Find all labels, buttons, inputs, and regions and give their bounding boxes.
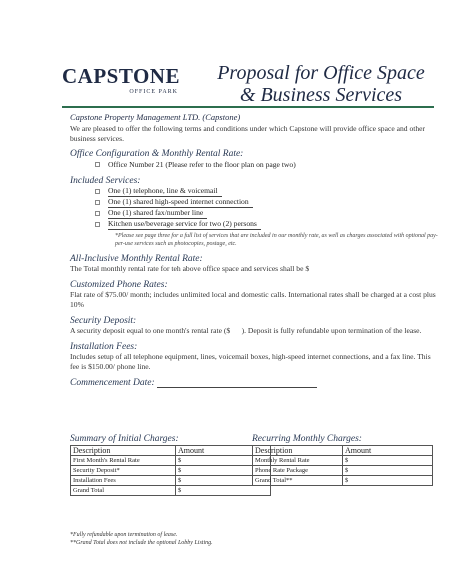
col-description: Description: [71, 446, 176, 456]
initial-charges-table: [70, 445, 271, 496]
office-config-text: Office Number 21 (Please refer to the floor plan on page two): [108, 159, 296, 169]
title-line-1: Proposal for Office Space: [217, 62, 425, 84]
commencement-date-field[interactable]: [157, 387, 317, 388]
footnote-2: **Grand Total does not include the optional Lobby Listing.: [70, 540, 213, 546]
col-description: Description: [253, 446, 343, 456]
row-amount[interactable]: $: [176, 476, 271, 486]
commencement-heading: [70, 378, 440, 388]
all-inclusive-heading: All-Inclusive Monthly Rental Rate:: [70, 254, 203, 264]
row-amount[interactable]: $: [343, 476, 433, 486]
initial-charges-section: [70, 434, 271, 496]
table-row: [253, 466, 433, 476]
checkbox-icon[interactable]: [95, 222, 100, 227]
col-amount: Amount: [176, 446, 271, 456]
intro-paragraph: We are pleased to offer the following terms and conditions under which Capstone will provide office space and other business services.: [70, 124, 426, 143]
row-amount[interactable]: $: [343, 456, 433, 466]
checkbox-icon[interactable]: [95, 162, 100, 167]
installation-heading: Installation Fees:: [70, 342, 138, 352]
office-config-item: [95, 159, 440, 170]
phone-rates-text: Flat rate of $75.00/ month; includes unlimited local and domestic calls. International rates shall be charged at a cost plus 10%: [70, 290, 436, 309]
title-line-2: & Business Services: [239, 84, 403, 106]
page-title: [196, 62, 446, 106]
included-service-item: [95, 219, 440, 230]
included-service-text: One (1) shared fax/number line: [108, 208, 207, 219]
row-description: Installation Fees: [71, 476, 176, 486]
phone-rates-heading: Customized Phone Rates:: [70, 280, 168, 290]
row-amount[interactable]: $: [343, 466, 433, 476]
recurring-charges-title: Recurring Monthly Charges:: [252, 434, 362, 444]
included-services-heading: Included Services:: [70, 176, 141, 186]
commencement-label: Commencement Date:: [70, 378, 155, 388]
table-row: [253, 476, 433, 486]
table-row: [71, 486, 271, 496]
col-amount: Amount: [343, 446, 433, 456]
proposal-body: [70, 112, 440, 388]
included-service-text: One (1) shared high-speed internet connection: [108, 197, 253, 208]
table-header-row: [253, 446, 433, 456]
row-description: Security Deposit*: [71, 466, 176, 476]
security-text-b: ). Deposit is fully refundable upon termination of the lease.: [241, 326, 422, 335]
security-deposit-text: [70, 326, 440, 336]
table-row: [253, 456, 433, 466]
included-service-item: [95, 186, 440, 197]
office-config-heading: Office Configuration & Monthly Rental Rate:: [70, 149, 244, 159]
header-divider: [62, 106, 434, 108]
footnote-1: *Fully refundable upon termination of lease.: [70, 532, 178, 538]
checkbox-icon[interactable]: [95, 189, 100, 194]
security-deposit-heading: Security Deposit:: [70, 316, 137, 326]
row-amount[interactable]: $: [176, 486, 271, 496]
checkbox-icon[interactable]: [95, 200, 100, 205]
installation-text: Includes setup of all telephone equipment, lines, voicemail boxes, high-speed internet connections, and a fax line. This fee is $150.00/ phone line.: [70, 352, 431, 371]
row-amount[interactable]: $: [176, 456, 271, 466]
table-row: [71, 456, 271, 466]
recurring-charges-section: [252, 434, 433, 486]
table-header-row: [71, 446, 271, 456]
row-description: Phone Rate Package: [253, 466, 343, 476]
checkbox-icon[interactable]: [95, 211, 100, 216]
table-row: [71, 466, 271, 476]
row-description: First Month's Rental Rate: [71, 456, 176, 466]
capstone-logo: [62, 66, 178, 95]
table-row: [71, 476, 271, 486]
included-service-text: One (1) telephone, line & voicemail: [108, 186, 222, 197]
included-service-item: [95, 208, 440, 219]
logo-sub-text: OFFICE PARK: [129, 89, 178, 95]
footnotes: [70, 531, 370, 547]
security-text-a: A security deposit equal to one month's rental rate ($: [70, 326, 231, 335]
included-service-item: [95, 197, 440, 208]
initial-charges-title: Summary of Initial Charges:: [70, 434, 179, 444]
row-description: Grand Total**: [253, 476, 343, 486]
included-service-text: Kitchen use/beverage service for two (2) persons: [108, 219, 261, 230]
row-amount[interactable]: $: [176, 466, 271, 476]
logo-main-text: CAPSTONE: [62, 64, 180, 88]
included-services-note: *Please see page three for a full list of services that are included in our monthly rate, as well as charges associated with optional pay-per-use services such as photocopies, postage, etc.: [115, 233, 438, 247]
row-description: Grand Total: [71, 486, 176, 496]
row-description: Monthly Rental Rate: [253, 456, 343, 466]
all-inclusive-text: The Total monthly rental rate for teh above office space and services shall be $: [70, 264, 310, 273]
recurring-charges-table: [252, 445, 433, 486]
company-name: Capstone Property Management LTD. (Capstone): [70, 112, 241, 122]
